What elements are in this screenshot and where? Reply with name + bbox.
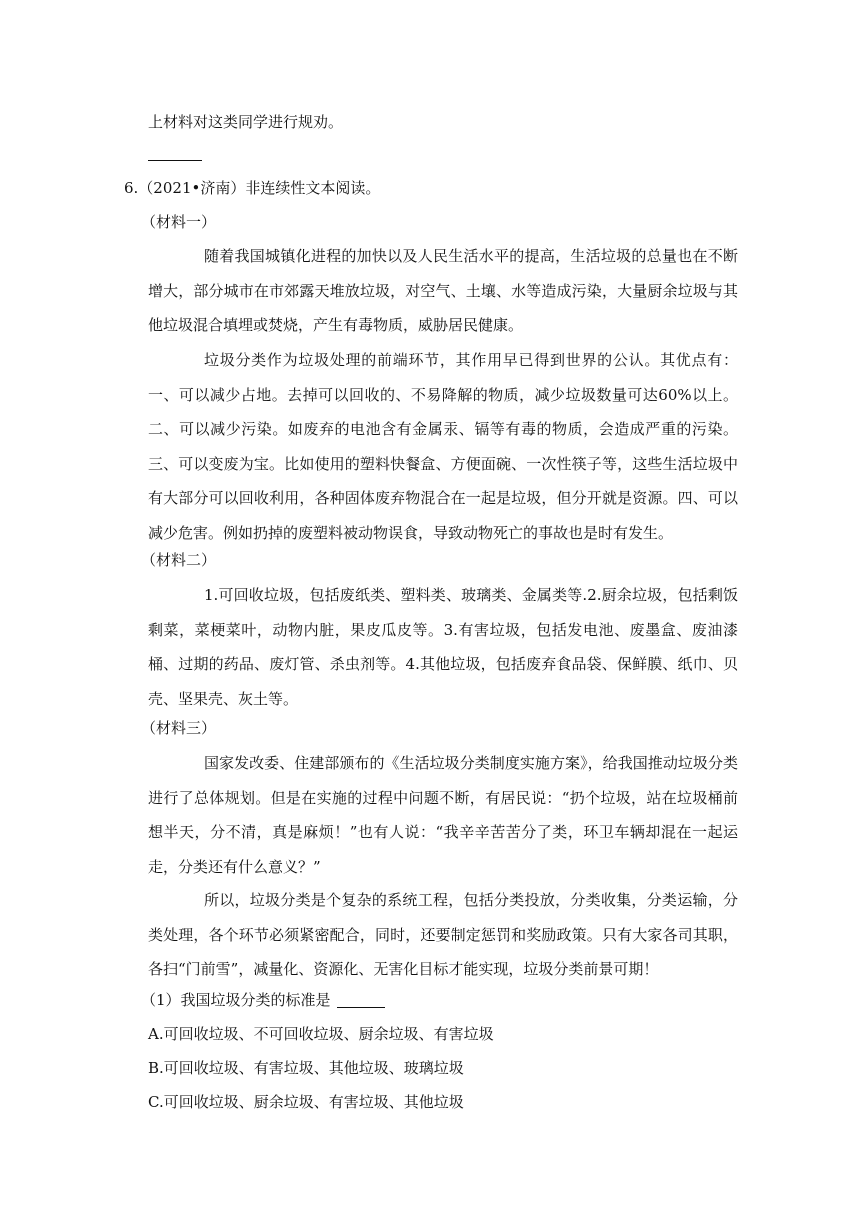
material-label: （材料三） [141,719,217,737]
paragraph: 1.可回收垃圾，包括废纸类、塑料类、玻璃类、金属类等.2.厨余垃圾，包括剩饭剩菜，菜梗菜叶，动物内脏，果皮瓜皮等。3.有害垃圾，包括发电池、废墨盒、废油漆桶、过期的药品、废灯管、杀虫剂等。4.其他垃圾，包括废弃食品袋、保鲜膜、纸巾、贝壳、坚果壳、灰土等。 [148,586,738,708]
option-c: C.可回收垃圾、厨余垃圾、有害垃圾、其他垃圾 [148,1093,464,1111]
material-label: （材料一） [141,213,217,231]
paragraph: 所以，垃圾分类是个复杂的系统工程，包括分类投放，分类收集，分类运输，分类处理，各个环节必须紧密配合，同时，还要制定惩罚和奖励政策。只有大家各司其职，各扫“门前雪”，减量化、资源化、无害化目标才能实现，垃圾分类前景可期！ [148,891,738,979]
answer-blank[interactable] [337,993,385,1008]
material-label: （材料二） [141,551,217,569]
sub-question-stem [141,990,385,1010]
paragraph: 国家发改委、住建部颁布的《生活垃圾分类制度实施方案》，给我国推动垃圾分类进行了总体规划。但是在实施的过程中问题不断，有居民说：“扔个垃圾，站在垃圾桶前想半天，分不清，真是麻烦！”也有人说：“我辛辛苦苦分了类，环卫车辆却混在一起运走，分类还有什么意义？” [148,754,738,876]
option-a: A.可回收垃圾、不可回收垃圾、厨余垃圾、有害垃圾 [148,1025,494,1043]
question-title: 6.（2021•济南）非连续性文本阅读。 [124,179,381,197]
previous-question-tail: 上材料对这类同学进行规劝。 [148,113,344,131]
answer-blank[interactable] [148,160,202,161]
paragraph: 随着我国城镇化进程的加快以及人民生活水平的提高，生活垃圾的总量也在不断增大，部分城市在市郊露天堆放垃圾，对空气、土壤、水等造成污染，大量厨余垃圾与其他垃圾混合填埋或焚烧，产生有毒物质，威胁居民健康。 [148,247,738,335]
sub-question-text: （1）我国垃圾分类的标准是 [141,991,331,1009]
paragraph: 垃圾分类作为垃圾处理的前端环节，其作用早已得到世界的公认。其优点有：一、可以减少占地。去掉可以回收的、不易降解的物质，减少垃圾数量可达60%以上。二、可以减少污染。如废弃的电池含有金属汞、镉等有毒的物质，会造成严重的污染。三、可以变废为宝。比如使用的塑料快餐盒、方便面碗、一次性筷子等，这些生活垃圾中有大部分可以回收利用，各种固体废弃物混合在一起是垃圾，但分开就是资源。四、可以减少危害。例如扔掉的废塑料被动物误食，导致动物死亡的事故也是时有发生。 [148,351,738,542]
option-b: B.可回收垃圾、有害垃圾、其他垃圾、玻璃垃圾 [148,1059,464,1077]
